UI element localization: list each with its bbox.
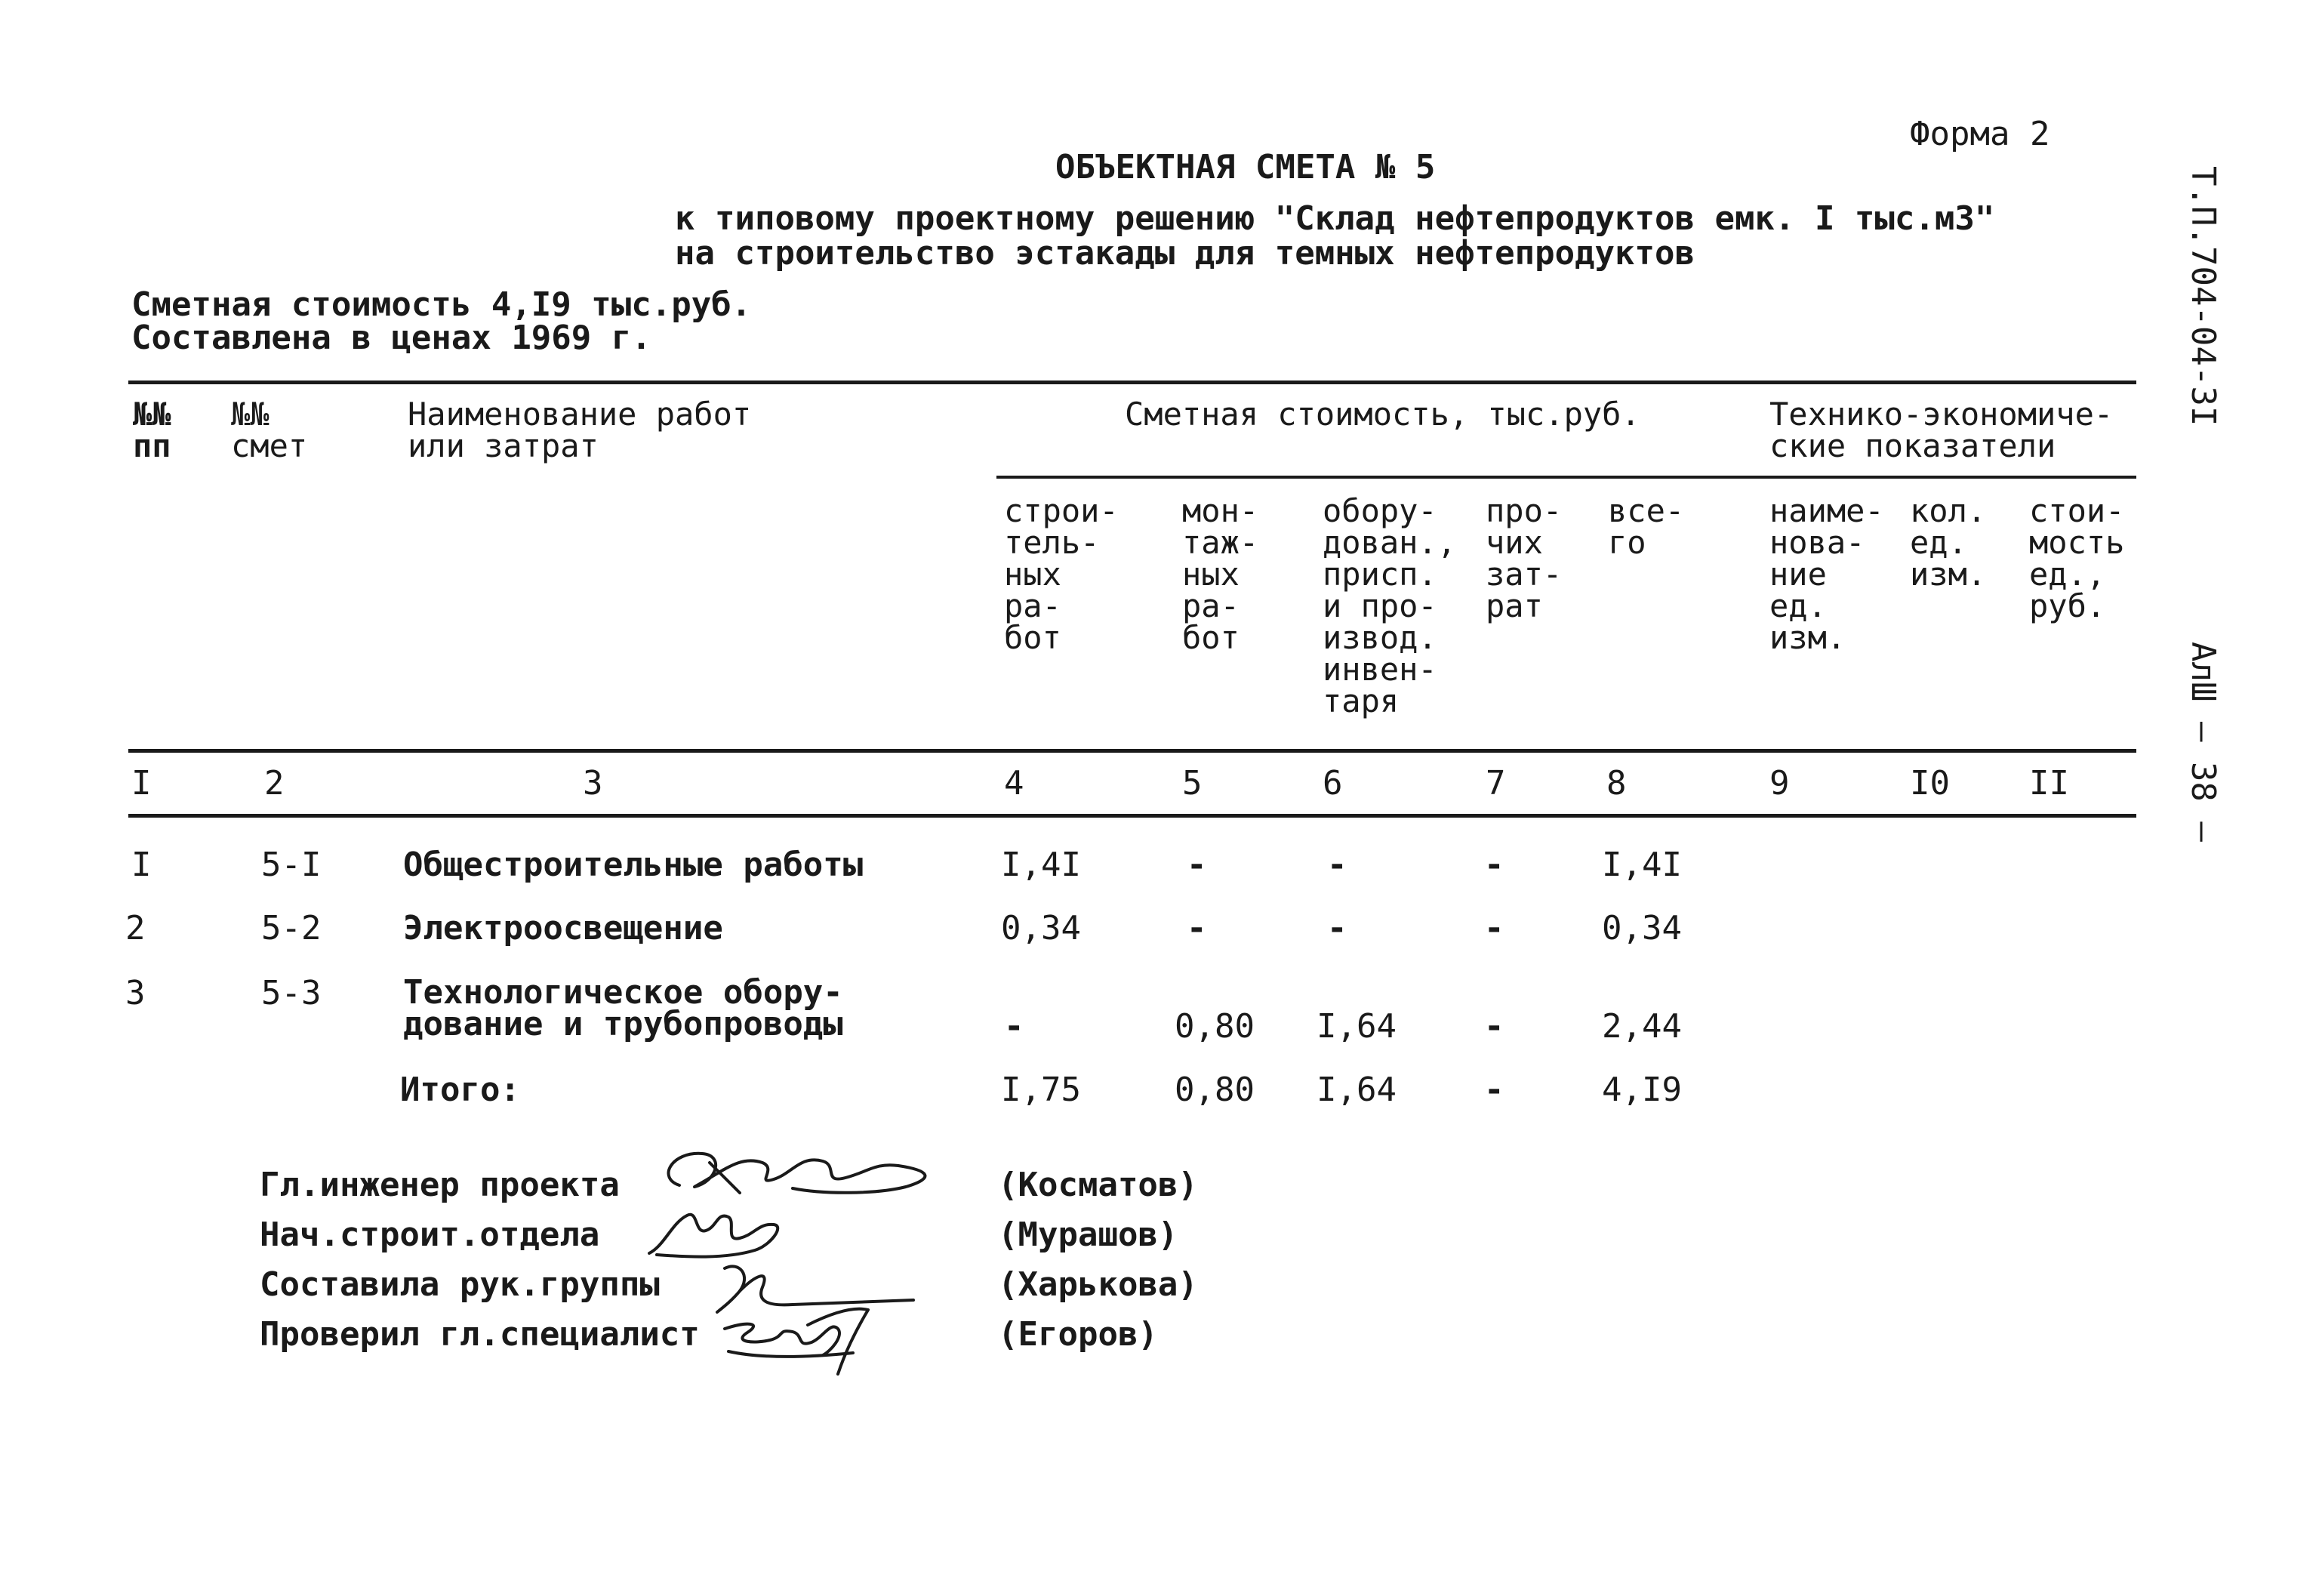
- column-number: 8: [1606, 764, 1627, 803]
- column-number: 9: [1769, 764, 1790, 803]
- signatory-name: (Косматов): [998, 1166, 1198, 1204]
- total-equipment: I,64: [1317, 1071, 1397, 1109]
- header-unit-name: наиме- нова- ние ед. изм.: [1769, 492, 1884, 656]
- signature-role: Составила рук.группы: [260, 1265, 660, 1304]
- column-number: II: [2029, 764, 2069, 803]
- document-code: Т.П.704-04-3I: [2184, 166, 2222, 427]
- header-equipment: обору- дован., присп. и про- извод. инвен- таря: [1323, 492, 1457, 719]
- sheet-number: АлШ — 38 —: [2184, 642, 2222, 842]
- column-number: 6: [1323, 764, 1343, 803]
- header-other-costs: про- чих зат- рат: [1486, 492, 1563, 624]
- cost-construction: 0,34: [1001, 909, 1081, 947]
- total-installation: 0,80: [1175, 1071, 1255, 1109]
- signature-role: Проверил гл.специалист: [260, 1315, 700, 1354]
- header-item-number: №№ пп: [133, 396, 171, 464]
- column-number: 5: [1182, 764, 1203, 803]
- work-name: Технологическое обору- дование и трубопроводы: [403, 973, 843, 1043]
- estimate-number: 5-3: [261, 974, 322, 1012]
- row-number: I: [131, 846, 152, 884]
- document-title: ОБЪЕКТНАЯ СМЕТА № 5: [1055, 148, 1436, 186]
- cost-other: -: [1484, 909, 1504, 947]
- header-estimated-cost-group: Сметная стоимость, тыс.руб.: [1125, 396, 1640, 433]
- cost-installation: -: [1187, 909, 1207, 947]
- total-other: -: [1484, 1071, 1504, 1109]
- cost-total: I,4I: [1602, 846, 1682, 884]
- header-work-name: Наименование работ или затрат: [408, 396, 752, 464]
- column-number: 4: [1004, 764, 1024, 803]
- estimate-number: 5-I: [261, 846, 322, 884]
- column-number: 3: [583, 764, 603, 803]
- cost-other: -: [1484, 1007, 1504, 1046]
- form-label: Форма 2: [1910, 115, 2050, 153]
- header-estimate-number: №№ смет: [231, 396, 308, 464]
- cost-construction: I,4I: [1001, 846, 1081, 884]
- group-header-rule: [996, 476, 2136, 479]
- header-construction-works: строи- тель- ных ра- бот: [1004, 492, 1119, 656]
- work-name: Общестроительные работы: [403, 846, 864, 884]
- header-technical-indicators-group: Технико-экономиче- ские показатели: [1769, 396, 2114, 464]
- column-number: 7: [1486, 764, 1506, 803]
- signatory-name: (Егоров): [998, 1315, 1158, 1354]
- cost-equipment: -: [1327, 909, 1347, 947]
- column-number: I0: [1910, 764, 1950, 803]
- cost-installation: -: [1187, 846, 1207, 884]
- signature-role: Гл.инженер проекта: [260, 1166, 620, 1204]
- header-total: все- го: [1608, 492, 1685, 561]
- cost-other: -: [1484, 846, 1504, 884]
- prices-year: Составлена в ценах 1969 г.: [131, 319, 651, 357]
- cost-total: 0,34: [1602, 909, 1682, 947]
- total-construction: I,75: [1001, 1071, 1081, 1109]
- cost-equipment: I,64: [1317, 1007, 1397, 1046]
- signature-role: Нач.строит.отдела: [260, 1215, 600, 1254]
- cost-installation: 0,80: [1175, 1007, 1255, 1046]
- numbers-bottom-rule: [128, 814, 2136, 818]
- row-number: 2: [125, 909, 146, 947]
- signatory-name: (Харькова): [998, 1265, 1198, 1304]
- total-all: 4,I9: [1602, 1071, 1682, 1109]
- header-installation-works: мон- таж- ных ра- бот: [1182, 492, 1259, 656]
- subtitle-line-2: на строительство эстакады для темных нефтепродуктов: [675, 234, 1695, 273]
- subtitle-line-1: к типовому проектному решению "Склад нефтепродуктов емк. I тыс.м3": [675, 199, 1995, 238]
- header-unit-cost: стои- мость ед., руб.: [2029, 492, 2125, 624]
- work-name: Электроосвещение: [403, 909, 723, 947]
- header-unit-quantity: кол. ед. изм.: [1910, 492, 1987, 593]
- header-bottom-rule: [128, 749, 2136, 753]
- signatory-name: (Мурашов): [998, 1215, 1178, 1254]
- cost-total: 2,44: [1602, 1007, 1682, 1046]
- table-top-rule: [128, 381, 2136, 384]
- estimate-number: 5-2: [261, 909, 322, 947]
- row-number: 3: [125, 974, 146, 1012]
- cost-equipment: -: [1327, 846, 1347, 884]
- column-number: 2: [264, 764, 285, 803]
- estimated-cost: Сметная стоимость 4,I9 тыс.руб.: [131, 285, 752, 324]
- handwritten-signature: [717, 1299, 891, 1382]
- handwritten-signature: [649, 1140, 951, 1208]
- column-number: I: [131, 764, 152, 803]
- cost-construction: -: [1004, 1007, 1024, 1046]
- total-label: Итого:: [400, 1071, 520, 1109]
